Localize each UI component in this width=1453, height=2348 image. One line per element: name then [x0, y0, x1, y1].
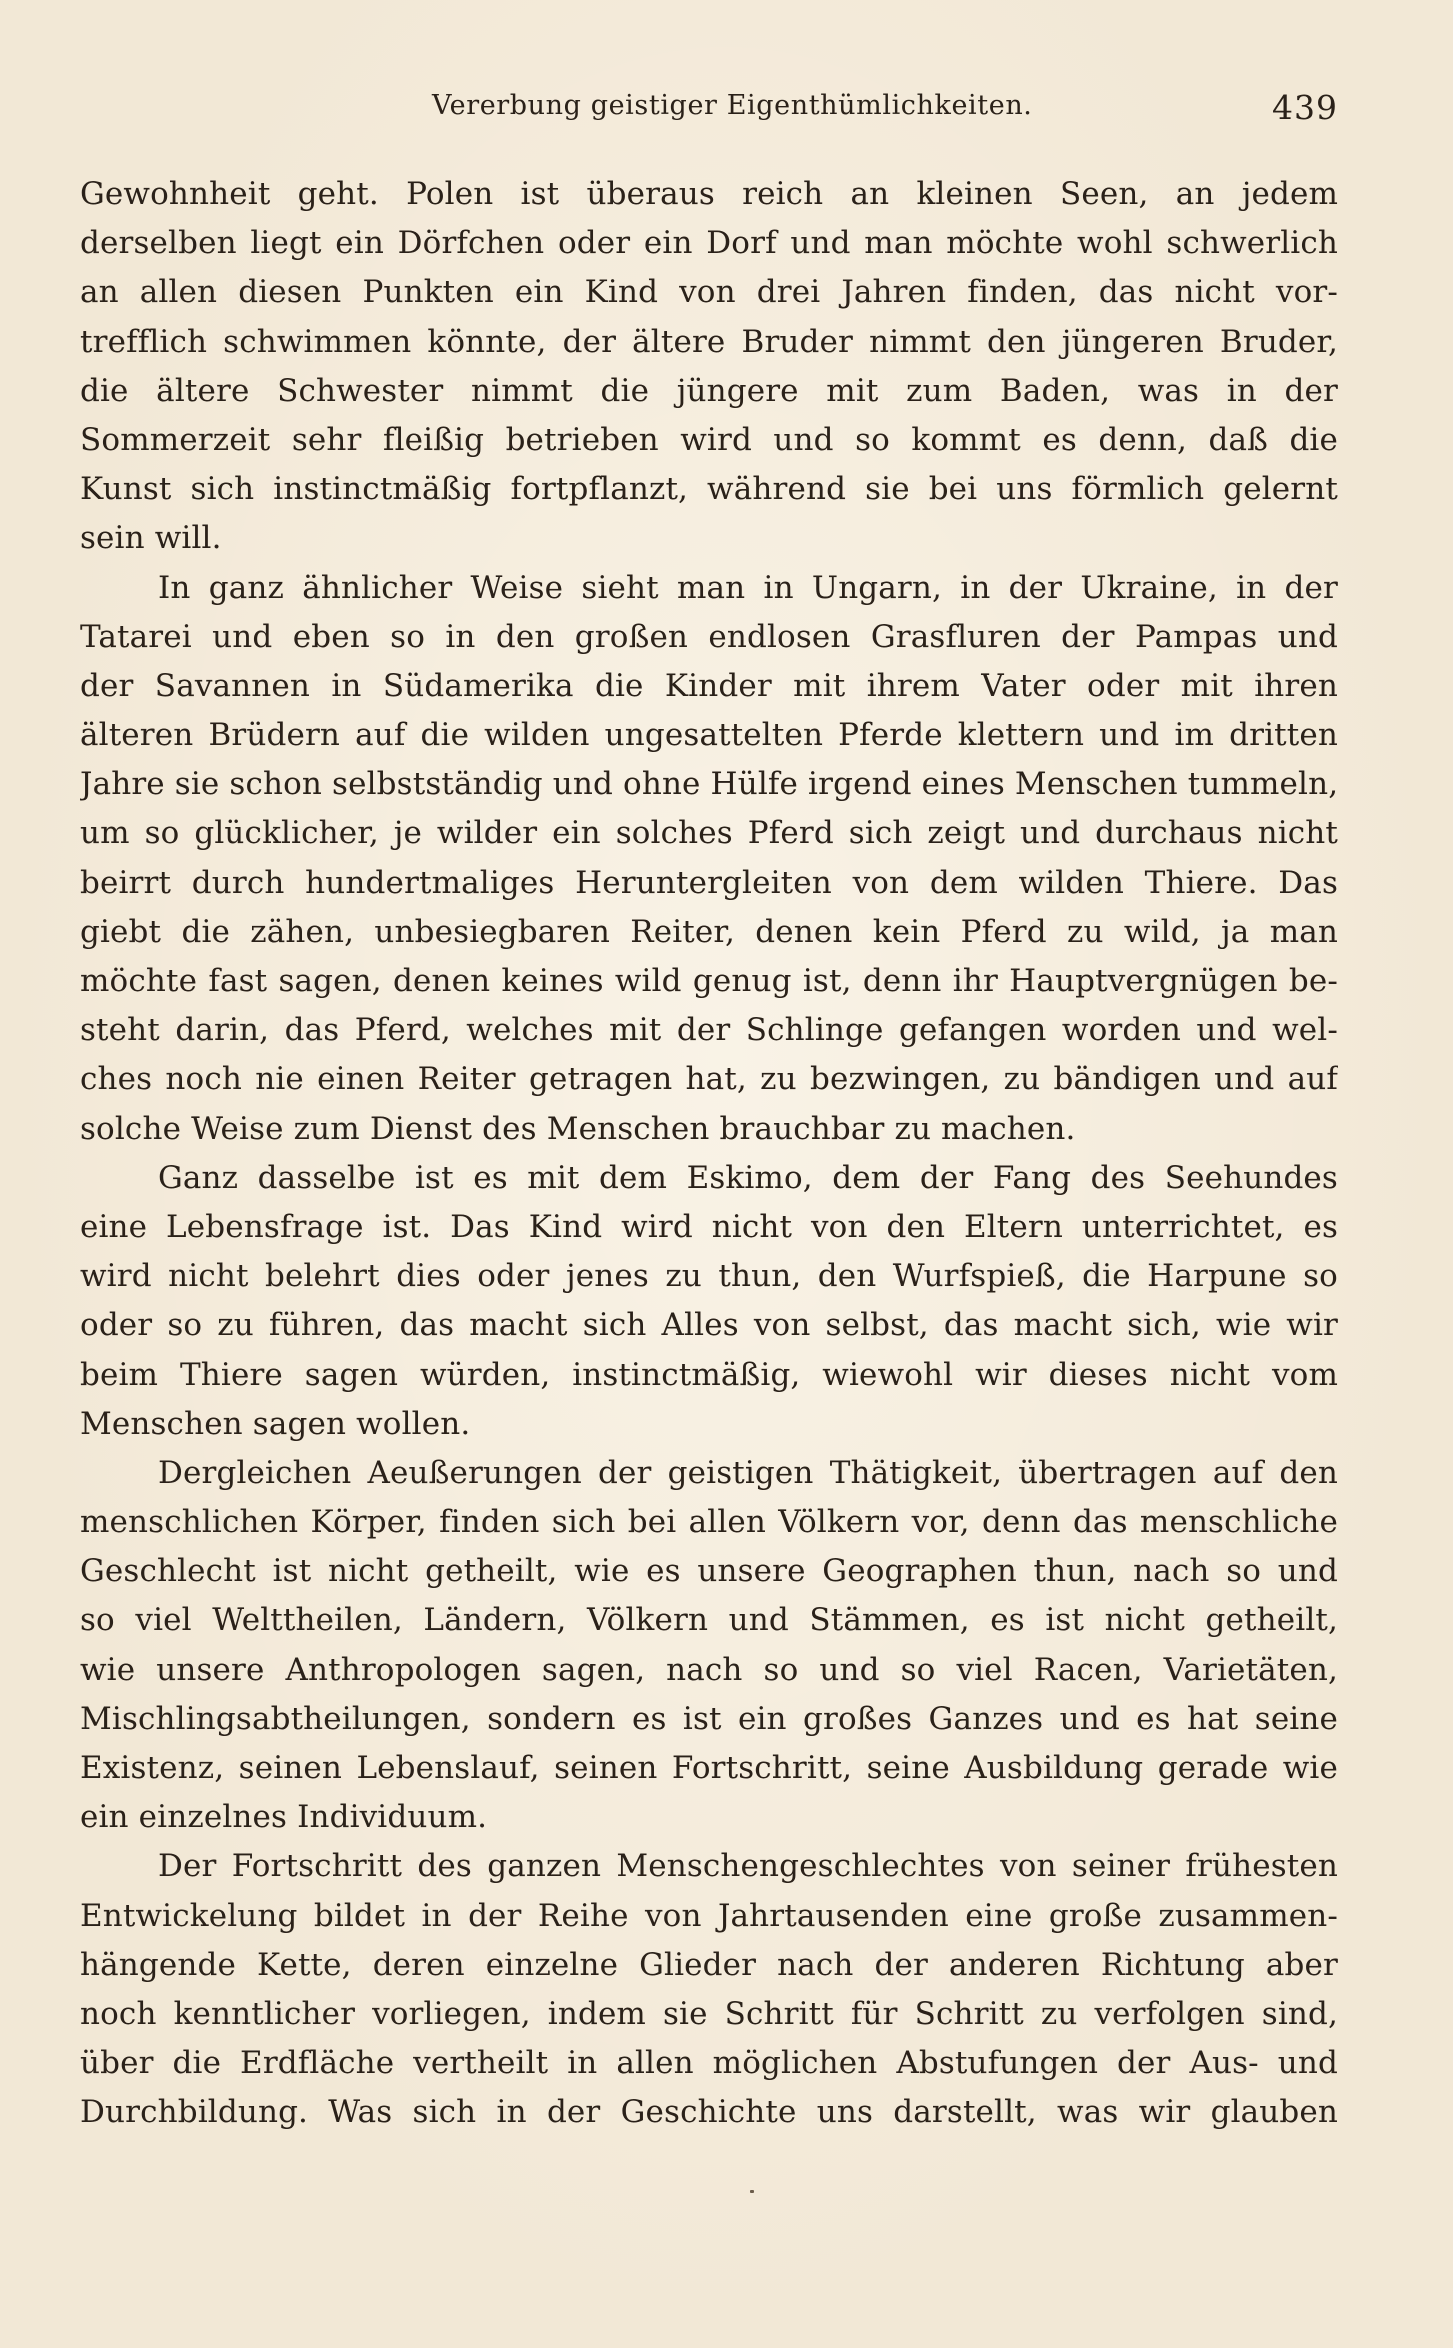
text-line: Durchbildung. Was sich in der Geschichte uns darstellt, was wir glauben — [80, 2094, 1338, 2131]
text-line: Tatarei und eben so in den großen endlosen Grasfluren der Pampas und — [80, 618, 1338, 655]
text-line: ein einzelnes Individuum. — [80, 1799, 488, 1836]
text-line: giebt die zähen, unbesiegbaren Reiter, denen kein Pferd zu wild, ja man — [80, 913, 1338, 950]
text-line: Geschlecht ist nicht getheilt, wie es unsere Geographen thun, nach so und — [80, 1553, 1338, 1590]
text-line: um so glücklicher, je wilder ein solches Pferd sich zeigt und durchaus nicht — [80, 815, 1338, 852]
text-line: älteren Brüdern auf die wilden ungesattelten Pferde klettern und im dritten — [80, 717, 1338, 754]
paragraph-start-line: Dergleichen Aeußerungen der geistigen Thätigkeit, übertragen auf den — [158, 1454, 1338, 1491]
running-title: Vererbung geistiger Eigenthümlichkeiten. — [432, 90, 1033, 121]
text-line: eine Lebensfrage ist. Das Kind wird nicht von den Eltern unterrichtet, es — [80, 1208, 1338, 1245]
text-line: beim Thiere sagen würden, instinctmäßig, wiewohl wir dieses nicht vom — [80, 1356, 1338, 1393]
text-line: der Savannen in Südamerika die Kinder mit ihrem Vater oder mit ihren — [80, 667, 1338, 704]
paragraph-start-line: In ganz ähnlicher Weise sieht man in Ungarn, in der Ukraine, in der — [158, 569, 1338, 606]
text-line: solche Weise zum Dienst des Menschen brauchbar zu machen. — [80, 1110, 1076, 1147]
text-line: Sommerzeit sehr fleißig betrieben wird und so kommt es denn, daß die — [80, 421, 1338, 458]
text-line: oder so zu führen, das macht sich Alles von selbst, das macht sich, wie wir — [80, 1307, 1338, 1344]
text-line: Jahre sie schon selbstständig und ohne Hülfe irgend eines Menschen tummeln, — [80, 766, 1338, 803]
text-line: wie unsere Anthropologen sagen, nach so und so viel Racen, Varietäten, — [80, 1651, 1338, 1688]
text-line: ches noch nie einen Reiter getragen hat, zu bezwingen, zu bändigen und auf — [80, 1061, 1338, 1098]
text-line: Menschen sagen wollen. — [80, 1405, 471, 1442]
text-line: so viel Welttheilen, Ländern, Völkern und Stämmen, es ist nicht getheilt, — [80, 1602, 1338, 1639]
text-line: noch kenntlicher vorliegen, indem sie Schritt für Schritt zu verfolgen sind, — [80, 1995, 1338, 2032]
text-line: Gewohnheit geht. Polen ist überaus reich an kleinen Seen, an jedem — [80, 176, 1338, 212]
text-line: Entwickelung bildet in der Reihe von Jahrtausenden eine große zusammen- — [80, 1897, 1338, 1934]
ink-speck — [750, 2190, 754, 2193]
page-header — [0, 90, 1453, 134]
body-text — [80, 170, 1338, 2138]
text-line: beirrt durch hundertmaliges Heruntergleiten von dem wilden Thiere. Das — [80, 864, 1338, 901]
text-line: menschlichen Körper, finden sich bei allen Völkern vor, denn das menschliche — [80, 1504, 1338, 1541]
page-number: 439 — [1272, 88, 1338, 127]
text-line: an allen diesen Punkten ein Kind von drei Jahren finden, das nicht vor- — [80, 274, 1338, 311]
text-line: wird nicht belehrt dies oder jenes zu thun, den Wurfspieß, die Harpune so — [80, 1258, 1338, 1295]
paragraph-start-line: Der Fortschritt des ganzen Menschengeschlechtes von seiner frühesten — [158, 1848, 1338, 1885]
text-line: möchte fast sagen, denen keines wild genug ist, denn ihr Hauptvergnügen be- — [80, 963, 1338, 999]
text-line: trefflich schwimmen könnte, der ältere Bruder nimmt den jüngeren Bruder, — [80, 323, 1338, 360]
text-line: Existenz, seinen Lebenslauf, seinen Fortschritt, seine Ausbildung gerade wie — [80, 1750, 1338, 1786]
text-line: hängende Kette, deren einzelne Glieder nach der anderen Richtung aber — [80, 1946, 1338, 1983]
text-line: die ältere Schwester nimmt die jüngere mit zum Baden, was in der — [80, 372, 1338, 409]
text-line: steht darin, das Pferd, welches mit der Schlinge gefangen worden und wel- — [80, 1012, 1338, 1049]
text-line: Mischlingsabtheilungen, sondern es ist ein großes Ganzes und es hat seine — [80, 1700, 1338, 1737]
paragraph-start-line: Ganz dasselbe ist es mit dem Eskimo, dem der Fang des Seehundes — [158, 1159, 1338, 1196]
text-line: Kunst sich instinctmäßig fortpflanzt, während sie bei uns förmlich gelernt — [80, 471, 1338, 508]
text-line: sein will. — [80, 520, 222, 557]
text-line: über die Erdfläche vertheilt in allen möglichen Abstufungen der Aus- und — [80, 2045, 1338, 2082]
text-line: derselben liegt ein Dörfchen oder ein Dorf und man möchte wohl schwerlich — [80, 225, 1338, 262]
